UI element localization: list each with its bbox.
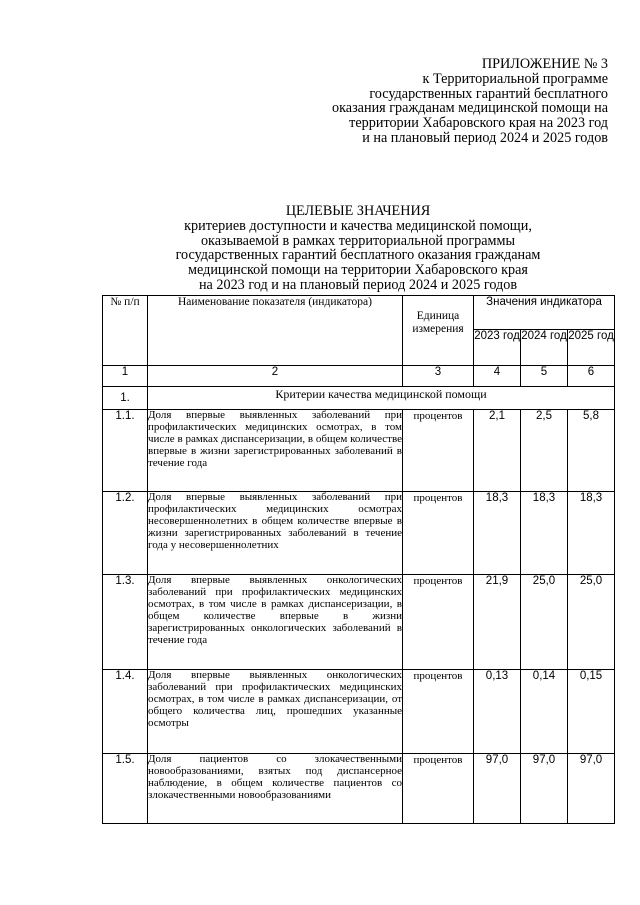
column-index: 6 (568, 366, 615, 387)
row-value-2025: 97,0 (568, 754, 615, 824)
row-value-2025: 0,15 (568, 670, 615, 754)
row-value-2024: 0,14 (521, 670, 568, 754)
row-value-2023: 21,9 (474, 575, 521, 670)
section-num: 1. (103, 387, 148, 410)
row-value-2025: 18,3 (568, 492, 615, 575)
table-header-row (103, 296, 615, 330)
row-num: 1.1. (103, 410, 148, 492)
title-line: оказываемой в рамках территориальной программы (200, 232, 516, 249)
row-value-2024: 2,5 (521, 410, 568, 492)
row-num: 1.2. (103, 492, 148, 575)
indicators-table (102, 295, 615, 824)
appendix-line: к Территориальной программе (422, 70, 608, 87)
row-indicator-name: Доля впервые выявленных заболеваний при профилактических медицинских осмотрах несовершеннолетних в общем количестве впервые в жизни зарегистрированных заболеваний в течение года у несовершеннолетних (148, 492, 403, 575)
appendix-line: оказания гражданам медицинской помощи на (332, 100, 608, 117)
title-line: государственных гарантий бесплатного оказания гражданам (175, 247, 541, 264)
table-row (103, 754, 615, 824)
row-value-2023: 97,0 (474, 754, 521, 824)
title-line: медицинской помощи на территории Хабаровского края (188, 262, 528, 279)
row-indicator-name: Доля впервые выявленных онкологических заболеваний при профилактических медицинских осмотрах, в том числе в рамках диспансеризации, в общем количестве впервые в жизни зарегистрированных онкологических заболеваний в течение года (148, 575, 403, 670)
section-row (103, 387, 615, 410)
row-unit: процентов (403, 410, 474, 492)
header-unit: Единица измерения (403, 296, 474, 366)
row-indicator-name: Доля впервые выявленных онкологических заболеваний при профилактических медицинских осмотрах, в том числе в рамках диспансеризации, от общего количества лиц, прошедших указанные осмотры (148, 670, 403, 754)
row-unit: процентов (403, 670, 474, 754)
header-num: № п/п (103, 296, 148, 366)
column-index: 1 (103, 366, 148, 387)
row-value-2023: 2,1 (474, 410, 521, 492)
row-unit: процентов (403, 575, 474, 670)
column-index: 5 (521, 366, 568, 387)
row-indicator-name: Доля впервые выявленных заболеваний при профилактических медицинских осмотрах, в том числе в рамках диспансеризации, в общем количестве впервые в жизни зарегистрированных заболеваний в течение года (148, 410, 403, 492)
row-value-2025: 5,8 (568, 410, 615, 492)
table-row (103, 575, 615, 670)
row-num: 1.3. (103, 575, 148, 670)
table-row (103, 492, 615, 575)
appendix-line: территории Хабаровского края на 2023 год (349, 115, 608, 132)
header-values-group: Значения индикатора (474, 296, 615, 330)
title-line: на 2023 год и на плановый период 2024 и 2025 годов (198, 276, 518, 293)
row-value-2023: 0,13 (474, 670, 521, 754)
column-index-row (103, 366, 615, 387)
appendix-line: ПРИЛОЖЕНИЕ № 3 (481, 56, 608, 72)
header-year: 2025 год (568, 330, 615, 366)
header-name: Наименование показателя (индикатора) (148, 296, 403, 366)
title-heading: ЦЕЛЕВЫЕ ЗНАЧЕНИЯ (285, 203, 431, 219)
appendix-header (332, 57, 608, 146)
row-unit: процентов (403, 492, 474, 575)
row-indicator-name: Доля пациентов со злокачественными новообразованиями, взятых под диспансерное наблюдение, в общем количестве пациентов со злокачественными новообразованиями (148, 754, 403, 824)
row-value-2024: 25,0 (521, 575, 568, 670)
row-value-2024: 97,0 (521, 754, 568, 824)
row-unit: процентов (403, 754, 474, 824)
row-num: 1.4. (103, 670, 148, 754)
appendix-line: государственных гарантий бесплатного (369, 85, 608, 102)
table-row (103, 670, 615, 754)
column-index: 2 (148, 366, 403, 387)
row-num: 1.5. (103, 754, 148, 824)
section-label: Критерии качества медицинской помощи (148, 387, 615, 410)
document-title (100, 204, 616, 293)
title-line: критериев доступности и качества медицинской помощи, (184, 217, 532, 234)
column-index: 3 (403, 366, 474, 387)
header-year: 2023 год (474, 330, 521, 366)
row-value-2025: 25,0 (568, 575, 615, 670)
appendix-line: и на плановый период 2024 и 2025 годов (362, 129, 608, 146)
row-value-2024: 18,3 (521, 492, 568, 575)
column-index: 4 (474, 366, 521, 387)
row-value-2023: 18,3 (474, 492, 521, 575)
table-row (103, 410, 615, 492)
header-year: 2024 год (521, 330, 568, 366)
